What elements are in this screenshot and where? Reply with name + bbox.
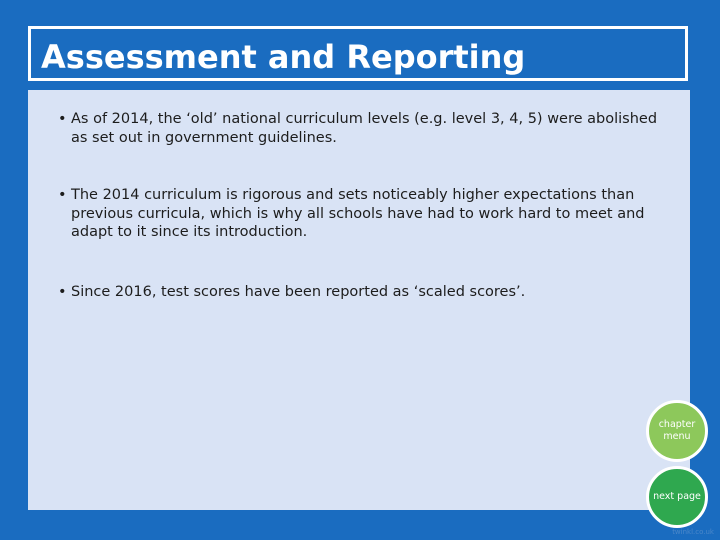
title-box (28, 26, 688, 81)
bullet-item (58, 283, 674, 302)
page-title: Assessment and Reporting (41, 38, 526, 76)
bullet-text: As of 2014, the ‘old’ national curriculum levels (e.g. level 3, 4, 5) were abolished as set out in government guidelines. (71, 111, 658, 146)
bullet-dot-icon: • (58, 284, 67, 300)
next-page-button[interactable] (646, 466, 708, 528)
footer-credit: twinkl.co.uk (672, 528, 714, 536)
bullet-dot-icon: • (58, 111, 67, 127)
bullet-text: Since 2016, test scores have been reported as ‘scaled scores’. (71, 284, 526, 300)
bullet-dot-icon: • (58, 187, 67, 203)
bullet-item (58, 110, 674, 147)
chapter-menu-label: chapter menu (658, 419, 696, 442)
content-panel (28, 90, 690, 510)
chapter-menu-button[interactable] (646, 400, 708, 462)
bullet-text: The 2014 curriculum is rigorous and sets noticeably higher expectations than previous curricula, which is why all schools have had to work hard to meet and adapt to it since its introduction. (71, 187, 645, 240)
next-page-label: next page (653, 491, 701, 502)
bullet-item (58, 186, 674, 242)
